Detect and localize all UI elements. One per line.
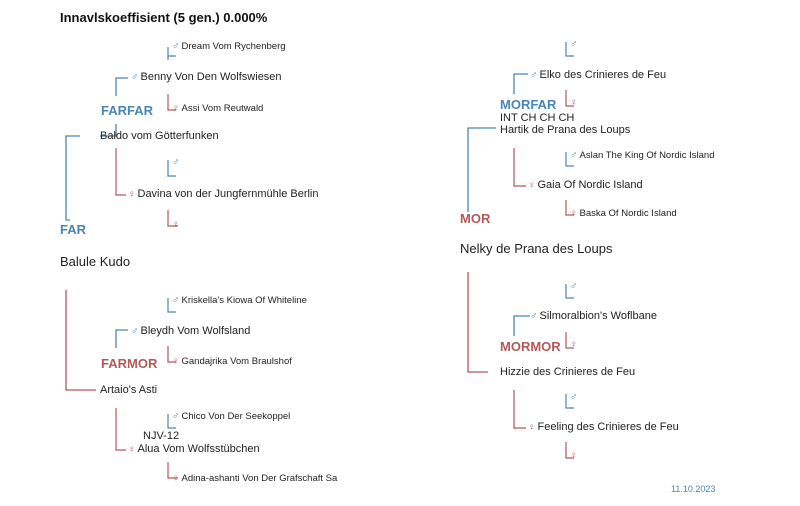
- dog-name: Elko des Crinieres de Feu: [539, 69, 667, 81]
- pedigree-entry-dam[interactable]: [460, 242, 612, 255]
- pedigree-entry-farfarfar[interactable]: [172, 42, 286, 52]
- label-mormor: MORMOR: [500, 339, 561, 354]
- pedigree-entry-chico[interactable]: [172, 412, 290, 422]
- dog-name: Bleydh Vom Wolfsland: [140, 325, 251, 337]
- pedigree-entry-gaia[interactable]: [528, 180, 643, 191]
- pedigree-entry-hizzie[interactable]: [500, 367, 635, 378]
- male-icon: ♂: [131, 326, 139, 337]
- pedigree-entry-empty-male[interactable]: [570, 282, 580, 292]
- title-badge: NJV-12: [143, 430, 180, 442]
- pedigree-entry-kriskella[interactable]: [172, 296, 307, 306]
- dog-name: Hartik de Prana des Loups: [500, 124, 631, 136]
- pedigree-entry-sire[interactable]: [60, 255, 130, 268]
- pedigree-entry-adina[interactable]: [172, 474, 337, 484]
- dog-name: Nelky de Prana des Loups: [460, 241, 613, 256]
- female-icon: ♀: [570, 97, 578, 108]
- female-icon: ♀: [128, 444, 136, 455]
- pedigree-entry-empty-male[interactable]: [570, 393, 580, 403]
- label-mor: MOR: [460, 211, 491, 226]
- pedigree-entry-feeling[interactable]: [528, 422, 679, 433]
- female-icon: ♀: [528, 422, 536, 433]
- dog-name: Kriskella's Kiowa Of Whiteline: [181, 295, 307, 306]
- male-icon: ♂: [570, 392, 578, 403]
- pedigree-entry-artaio[interactable]: [100, 385, 157, 396]
- pedigree-entry-empty-female[interactable]: [570, 340, 580, 350]
- male-icon: ♂: [570, 39, 578, 50]
- dog-name: Baska Of Nordic Island: [579, 208, 677, 219]
- label-morfar: MORFAR: [500, 97, 557, 112]
- male-icon: ♂: [172, 411, 180, 422]
- dog-name: Balule Kudo: [60, 254, 131, 269]
- male-icon: ♂: [131, 72, 139, 83]
- dog-name: Alua Vom Wolfsstübchen: [137, 443, 260, 455]
- female-icon: ♀: [172, 219, 180, 230]
- male-icon: ♂: [530, 311, 538, 322]
- dog-name: Aslan The King Of Nordic Island: [579, 150, 715, 161]
- female-icon: ♀: [570, 208, 578, 219]
- male-icon: ♂: [530, 70, 538, 81]
- female-icon: ♀: [172, 356, 180, 367]
- dog-name: Artaio's Asti: [100, 384, 158, 396]
- male-icon: ♂: [570, 281, 578, 292]
- pedigree-entry-silmoralbion[interactable]: [530, 311, 657, 322]
- title-badge: INT CH CH CH: [500, 112, 575, 124]
- female-icon: ♀: [570, 450, 578, 461]
- pedigree-entry-farfarmor[interactable]: [172, 104, 263, 114]
- pedigree-entry-elko-sire[interactable]: [570, 40, 580, 50]
- pedigree-entry-aslan[interactable]: [570, 151, 715, 161]
- male-icon: ♂: [172, 157, 180, 168]
- pedigree-entry-hartik[interactable]: [500, 125, 630, 136]
- female-icon: ♀: [172, 473, 180, 484]
- dog-name: Dream Vom Rychenberg: [181, 41, 286, 52]
- print-date: 11.10.2023: [671, 484, 716, 494]
- female-icon: ♀: [172, 103, 180, 114]
- pedigree-entry-baska[interactable]: [570, 209, 677, 219]
- dog-name: Assi Vom Reutwald: [181, 103, 264, 114]
- dog-name: Silmoralbion's Woflbane: [539, 310, 657, 322]
- dog-name: Hizzie des Crinieres de Feu: [500, 366, 636, 378]
- dog-name: Benny Von Den Wolfswiesen: [140, 71, 282, 83]
- dog-name: Chico Von Der Seekoppel: [181, 411, 291, 422]
- dog-name: Davina von der Jungfernmühle Berlin: [137, 188, 319, 200]
- label-farmor: FARMOR: [101, 356, 158, 371]
- dog-name: Adina-ashanti Von Der Grafschaft Sa: [181, 473, 338, 484]
- male-icon: ♂: [172, 41, 180, 52]
- dog-name: Feeling des Crinieres de Feu: [537, 421, 679, 433]
- female-icon: ♀: [570, 339, 578, 350]
- pedigree-entry-bleydh[interactable]: [131, 326, 250, 337]
- female-icon: ♀: [528, 180, 536, 191]
- male-icon: ♂: [570, 150, 578, 161]
- male-icon: ♂: [172, 295, 180, 306]
- pedigree-entry-davina[interactable]: [128, 189, 319, 200]
- pedigree-entry-gandajrika[interactable]: [172, 357, 292, 367]
- page-title: Innavlskoeffisient (5 gen.) 0.000%: [60, 10, 268, 25]
- dog-name: Baldo vom Götterfunken: [100, 130, 219, 142]
- dog-name: Gandajrika Vom Braulshof: [181, 356, 292, 367]
- pedigree-entry-empty-female[interactable]: [570, 451, 580, 461]
- dog-name: Gaia Of Nordic Island: [537, 179, 643, 191]
- pedigree-entry-elko[interactable]: [530, 70, 666, 81]
- female-icon: ♀: [128, 189, 136, 200]
- label-far: FAR: [60, 222, 86, 237]
- pedigree-entry-elko-dam[interactable]: [570, 98, 580, 108]
- pedigree-entry-alua[interactable]: [128, 444, 260, 455]
- pedigree-entry-farfar-parent[interactable]: [100, 131, 219, 142]
- pedigree-entry-empty-male[interactable]: [172, 158, 182, 168]
- pedigree-entry-farfar[interactable]: [131, 72, 282, 83]
- label-farfar: FARFAR: [101, 103, 153, 118]
- pedigree-entry-empty-female[interactable]: [172, 220, 182, 230]
